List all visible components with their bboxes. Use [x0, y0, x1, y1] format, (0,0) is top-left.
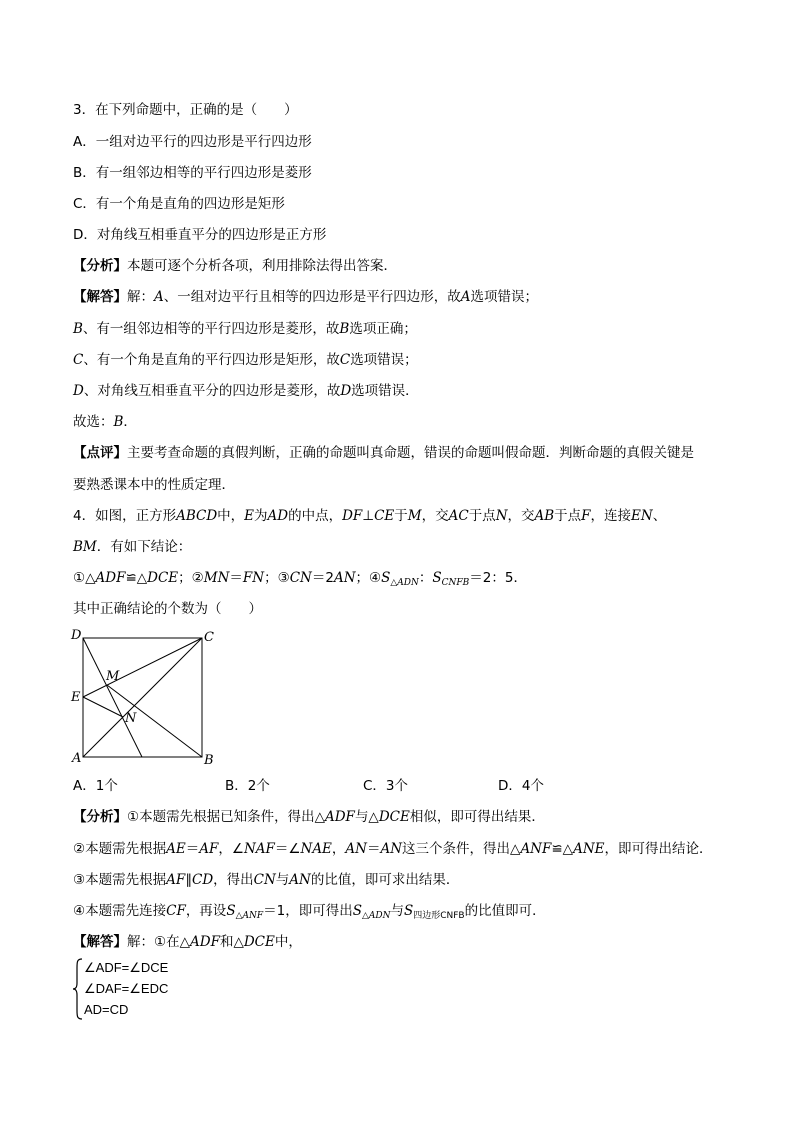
- q4-option-c: C．3个: [363, 778, 409, 794]
- q3-option-a: A．一组对边平行的四边形是平行四边形: [73, 134, 312, 150]
- label-b: B: [204, 753, 214, 768]
- label-d: D: [71, 628, 82, 643]
- system-eq-2: ∠DAF=∠EDC: [84, 981, 169, 996]
- system-eq-1: ∠ADF=∠DCE: [84, 960, 169, 975]
- q4-option-d: D．4个: [498, 778, 544, 794]
- segment-df: [83, 638, 142, 757]
- analysis-tag: 【分析】: [73, 258, 127, 274]
- system-eq-3: AD=CD: [84, 1002, 129, 1017]
- q3-choice: 故选：B．: [73, 414, 137, 430]
- q4-stem-line2: BM．有如下结论：: [73, 539, 192, 555]
- q4-option-b: B．2个: [225, 778, 270, 794]
- q3-solution-line3: C、有一个角是直角的平行四边形是矩形，故C选项错误；: [73, 352, 418, 368]
- solution-tag: 【解答】: [73, 289, 127, 305]
- q3-option-b: B．有一组邻边相等的平行四边形是菱形: [73, 165, 312, 181]
- q3-option-c: C．有一个角是直角的四边形是矩形: [73, 196, 285, 212]
- q3-stem: 3．在下列命题中，正确的是（ ）: [73, 102, 298, 118]
- q3-analysis: 【分析】本题可逐个分析各项，利用排除法得出答案．: [73, 258, 397, 274]
- q4-stem-line1: 4．如图，正方形ABCD中，E为AD的中点，DF⊥CE于M，交AC于点N，交AB于点F，连接EN、: [73, 508, 667, 524]
- q3-comment-line1: 【点评】主要考查命题的真假判断，正确的命题叫真命题，错误的命题叫假命题．判断命题的真假关键是: [73, 445, 694, 461]
- q3-solution-line2: B、有一组邻边相等的平行四边形是菱形，故B选项正确；: [73, 321, 417, 337]
- solution-tag: 【解答】: [73, 934, 127, 950]
- q3-solution-line1: 【解答】解：A、一组对边平行且相等的四边形是平行四边形，故A选项错误；: [73, 289, 538, 305]
- analysis-tag: 【分析】: [73, 809, 127, 825]
- q3-option-d: D．对角线互相垂直平分的四边形是正方形: [73, 227, 327, 243]
- segment-ce: [83, 638, 202, 697]
- segment-bm: [107, 685, 202, 757]
- q3-comment-line2: 要熟悉课本中的性质定理．: [73, 477, 235, 493]
- square-figure: [66, 626, 216, 771]
- label-e: E: [71, 690, 81, 705]
- q4-solution-line1: 【解答】解：①在△ADF和△DCE中，: [73, 934, 302, 950]
- q4-analysis-4: ④本题需先连接CF，再设$S_{\triangle ANF}=1$，即可得出$S_{\triangle ADN}$与$S_{四边形CNFB}$的比值即可．: [73, 903, 546, 921]
- q4-option-a: A．1个: [73, 778, 118, 794]
- diagonal-ac: [83, 638, 202, 757]
- q4-conclusions: ①△ADF≌△DCE；②MN＝FN；③CN＝2AN；$④S_{\triangle ADN}$：$S_{CNFB}=2$：5．: [73, 570, 527, 588]
- label-n: N: [125, 711, 137, 726]
- label-m: M: [106, 669, 120, 684]
- q4-analysis-1: 【分析】①本题需先根据已知条件，得出△ADF与△DCE相似，即可得出结果．: [73, 809, 545, 825]
- q4-analysis-3: ③本题需先根据AF∥CD，得出CN与AN的比值，即可求出结果．: [73, 872, 460, 888]
- label-a: A: [72, 751, 82, 766]
- q4-ask: 其中正确结论的个数为（ ）: [73, 601, 262, 617]
- label-c: C: [204, 630, 214, 645]
- left-brace-icon: [72, 958, 84, 1020]
- comment-tag: 【点评】: [73, 445, 127, 461]
- q3-solution-line4: D、对角线互相垂直平分的四边形是菱形，故D选项错误．: [73, 383, 419, 399]
- q4-analysis-2: ②本题需先根据AE＝AF，∠NAF＝∠NAE，AN＝AN这三个条件，得出△ANF≌△ANE，即可得出结论．: [73, 841, 713, 857]
